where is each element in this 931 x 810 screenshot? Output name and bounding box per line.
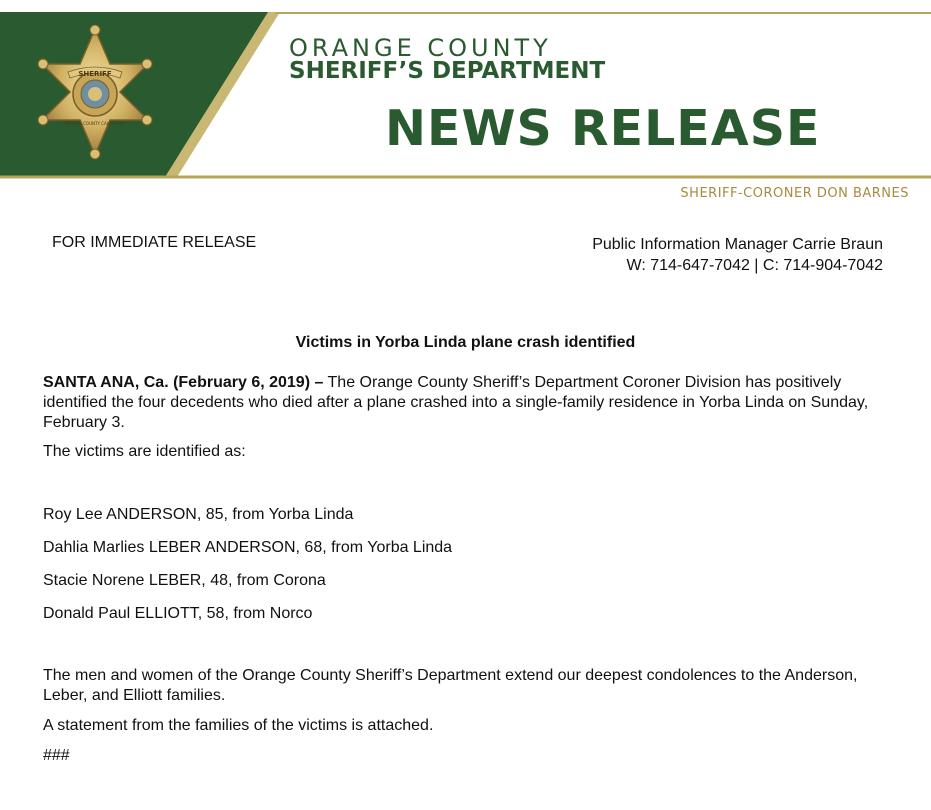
contact-phone: W: 714-647-7042 | C: 714-904-7042 — [626, 257, 883, 274]
article-body — [43, 373, 903, 766]
list-item: Dahlia Marlies LEBER ANDERSON, 68, from Yorba Linda — [43, 539, 453, 556]
agency-name-line2: SHERIFF’S DEPARTMENT — [289, 58, 606, 84]
page-title: NEWS RELEASE — [385, 100, 821, 157]
list-item: Roy Lee ANDERSON, 85, from Yorba Linda — [43, 506, 354, 523]
sheriff-star-badge-icon — [30, 24, 160, 164]
condolence-paragraph: The men and women of the Orange County Sheriff’s Department extend our deepest condolences to the Anderson, Leber, and Elliott families. — [43, 667, 858, 704]
sheriff-coroner-name: SHERIFF-CORONER DON BARNES — [680, 186, 909, 201]
contact-name: Public Information Manager Carrie Braun — [592, 236, 883, 253]
statement-paragraph: A statement from the families of the victims is attached. — [43, 717, 434, 734]
article-headline: Victims in Yorba Linda plane crash identified — [295, 334, 636, 351]
lede-text: The Orange County Sheriff’s Department Coroner Division has positively identified the four decedents who died after a plane crashed into a single-family residence in Yorba Linda on Sunday, February 3. — [43, 374, 869, 431]
list-item: Donald Paul ELLIOTT, 58, from Norco — [43, 605, 313, 622]
victims-intro: The victims are identified as: — [43, 443, 246, 460]
victims-list — [43, 505, 903, 624]
dateline: SANTA ANA, Ca. (February 6, 2019) – — [43, 374, 324, 391]
contact-block — [592, 234, 883, 276]
badge-text-bottom: ORANGE COUNTY CALIFORNIA — [64, 121, 126, 126]
agency-name-line1: ORANGE COUNTY — [289, 34, 552, 62]
badge-text-top: SHERIFF — [78, 70, 112, 78]
list-item: Stacie Norene LEBER, 48, from Corona — [43, 572, 326, 589]
release-type: FOR IMMEDIATE RELEASE — [52, 234, 257, 251]
end-mark: ### — [43, 747, 70, 764]
lede-paragraph — [43, 373, 903, 433]
news-release-banner — [0, 0, 931, 205]
